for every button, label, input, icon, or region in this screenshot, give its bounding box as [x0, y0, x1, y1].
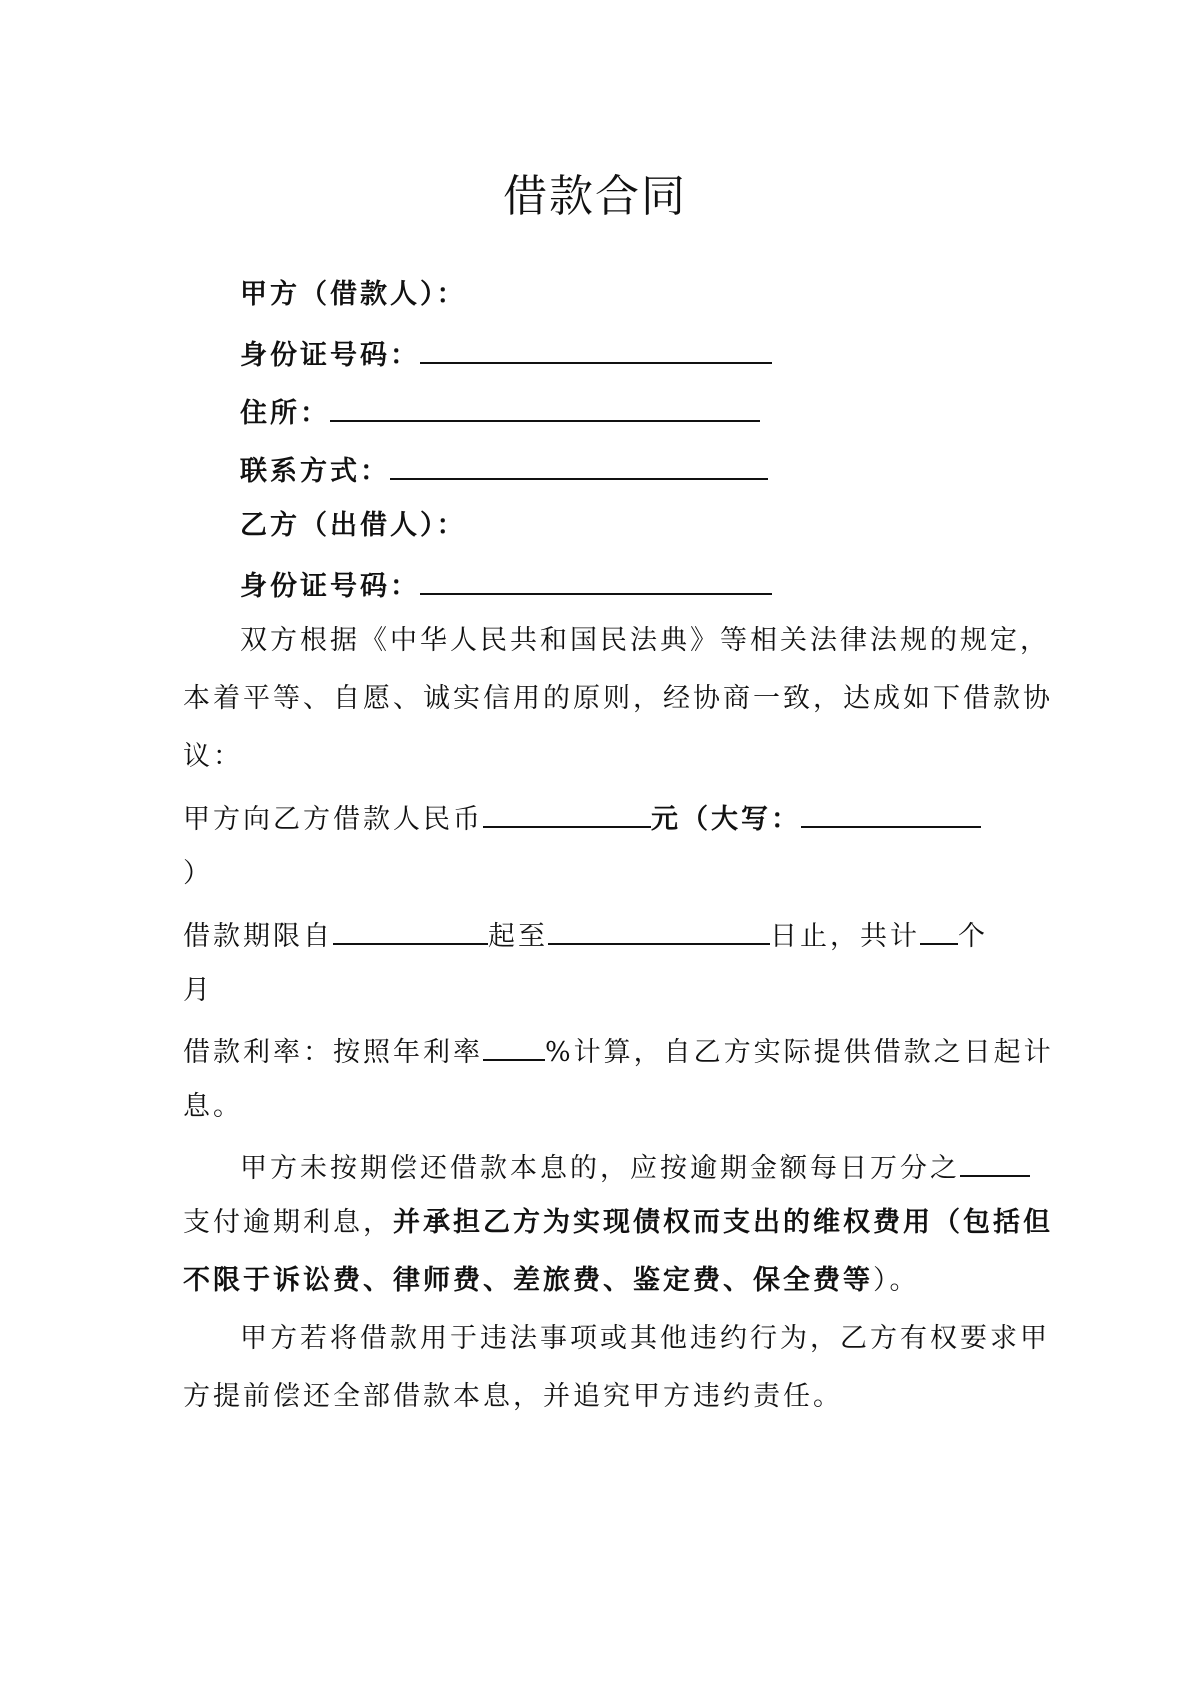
party-a-contact-row [240, 448, 768, 492]
term-end-blank[interactable] [548, 913, 770, 945]
amount-prefix: 甲方向乙方借款人民币 [183, 804, 483, 835]
party-b-id-row [240, 563, 772, 607]
penalty-row-1 [240, 1145, 1030, 1189]
party-a-address-row [240, 390, 760, 434]
party-a-contact-blank[interactable] [390, 448, 768, 480]
party-b-id-blank[interactable] [420, 563, 772, 595]
penalty-line-2-bold: 并承担乙方为实现债权而支出的维权费用（包括但 [393, 1207, 1053, 1238]
amount-words-blank[interactable] [801, 796, 981, 828]
term-months-blank[interactable] [920, 913, 958, 945]
term-start-blank[interactable] [333, 913, 488, 945]
penalty-line-3-bold: 不限于诉讼费、律师费、差旅费、鉴定费、保全费等 [183, 1265, 873, 1296]
penalty-line-1: 甲方未按期偿还借款本息的，应按逾期金额每日万分之 [240, 1153, 960, 1184]
term-row [183, 913, 988, 957]
party-a-address-blank[interactable] [330, 390, 760, 422]
breach-line-2: 方提前偿还全部借款本息，并追究甲方违约责任。 [183, 1381, 843, 1412]
penalty-line-2-normal: 支付逾期利息， [183, 1207, 393, 1238]
breach-line-1: 甲方若将借款用于违法事项或其他违约行为，乙方有权要求甲 [240, 1323, 1050, 1354]
rate-line-2: 息。 [183, 1091, 243, 1122]
penalty-row-3 [183, 1261, 920, 1301]
rate-blank[interactable] [483, 1029, 545, 1061]
rate-row [183, 1029, 1054, 1073]
party-a-label: 甲方（借款人）： [240, 279, 467, 310]
penalty-rate-blank[interactable] [960, 1145, 1030, 1177]
penalty-row-2 [183, 1203, 1053, 1243]
amount-unit: 元（大写： [651, 804, 801, 835]
intro-line-1: 双方根据《中华人民共和国民法典》等相关法律法规的规定， [240, 625, 1050, 656]
document-title: 借款合同 [503, 171, 687, 222]
party-a-id-row [240, 332, 772, 376]
party-a-id-blank[interactable] [420, 332, 772, 364]
term-end: 日止，共计 [770, 921, 920, 952]
rate-suffix: %计算，自乙方实际提供借款之日起计 [545, 1037, 1054, 1068]
party-a-address-label: 住所： [240, 398, 330, 429]
penalty-line-3-tail: ）。 [873, 1265, 920, 1296]
intro-line-2: 本着平等、自愿、诚实信用的原则，经协商一致，达成如下借款协 [183, 683, 1053, 714]
amount-figure-blank[interactable] [483, 796, 651, 828]
rate-prefix: 借款利率：按照年利率 [183, 1037, 483, 1068]
party-b-label: 乙方（出借人）： [240, 510, 467, 541]
term-unit-b: 月 [183, 975, 213, 1006]
term-mid: 起至 [488, 921, 548, 952]
term-prefix: 借款期限自 [183, 921, 333, 952]
intro-line-3: 议： [183, 741, 243, 772]
party-b-id-label: 身份证号码： [240, 571, 420, 602]
amount-row [183, 796, 981, 840]
term-unit-a: 个 [958, 921, 988, 952]
party-a-contact-label: 联系方式： [240, 456, 390, 487]
party-a-id-label: 身份证号码： [240, 340, 420, 371]
amount-close: ） [183, 858, 213, 889]
